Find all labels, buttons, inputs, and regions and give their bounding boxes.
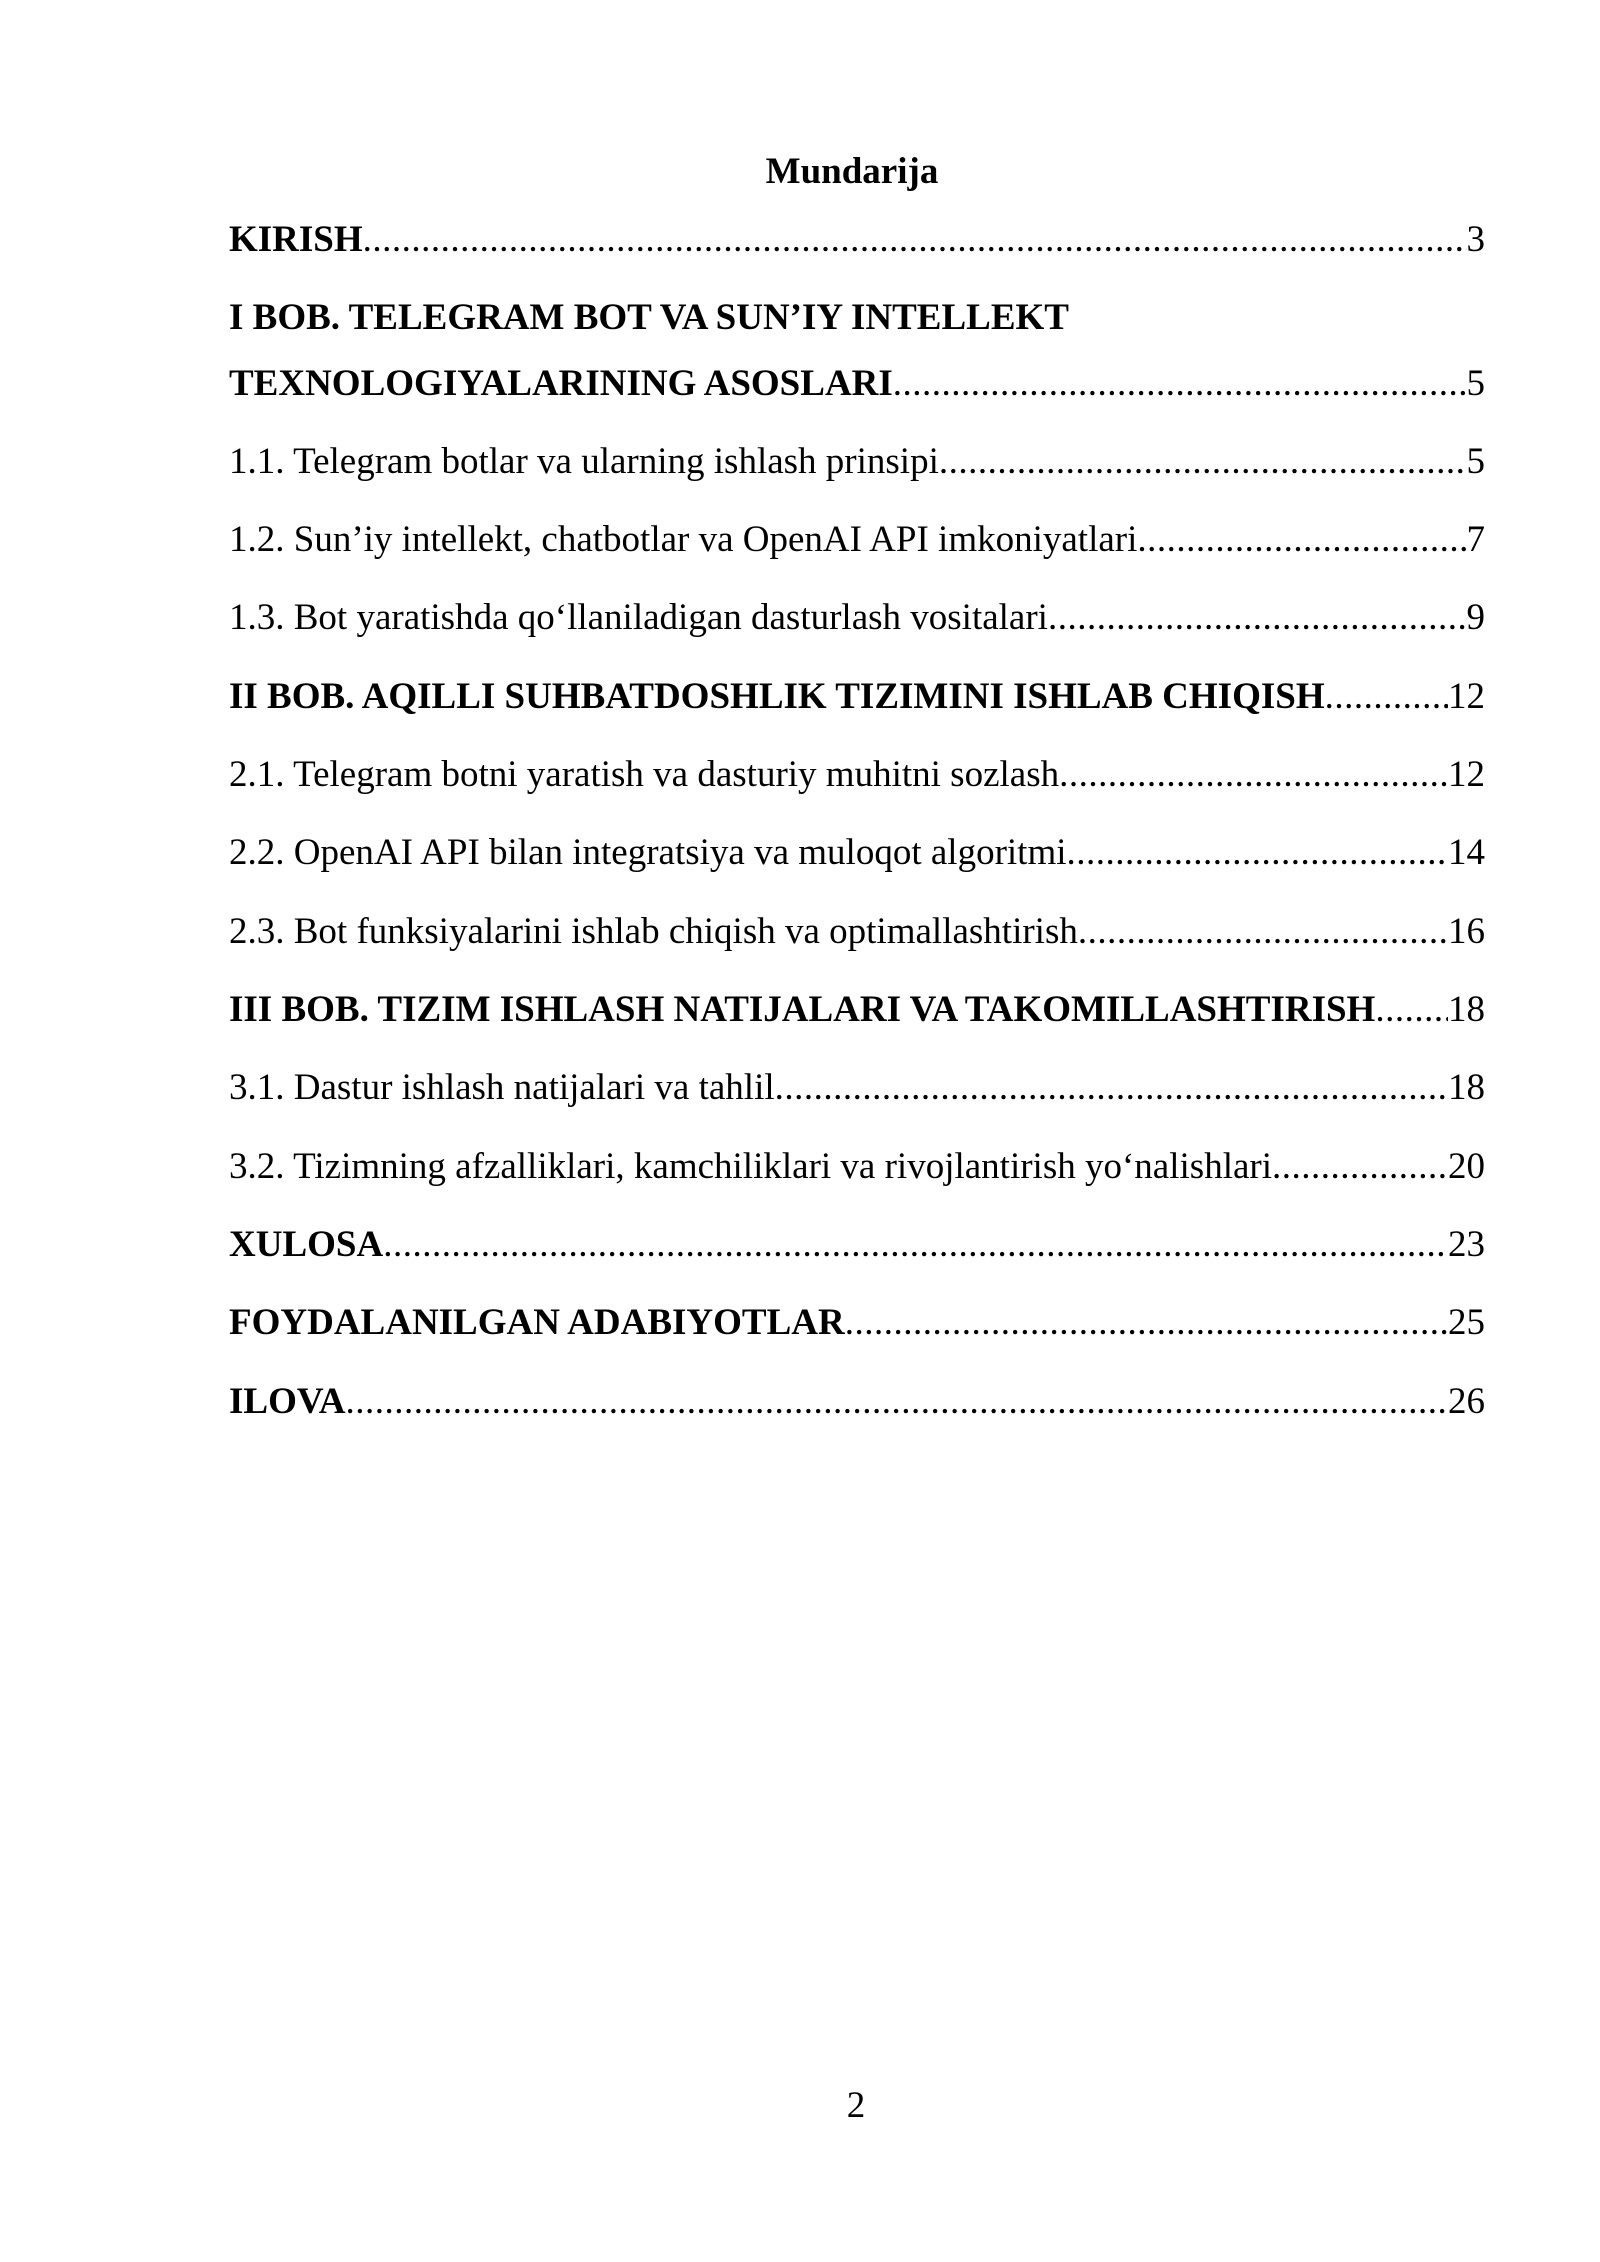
toc-entry-ilova[interactable]: [229, 1380, 1485, 1424]
toc-entry-3-2[interactable]: [229, 1145, 1485, 1189]
leader-dots: [1078, 910, 1448, 954]
toc-entry-page: 9: [1466, 597, 1485, 638]
toc-entry-page: 5: [1466, 363, 1485, 404]
toc-entry-adabiyotlar[interactable]: [229, 1301, 1485, 1345]
toc-entry-chapter-3[interactable]: [229, 988, 1485, 1032]
toc-entry-label: KIRISH: [229, 219, 363, 260]
leader-dots: [1375, 988, 1448, 1032]
toc-entry-1-1[interactable]: [229, 440, 1485, 484]
leader-dots: [845, 1301, 1448, 1345]
toc-entry-1-2[interactable]: [229, 518, 1485, 562]
toc-entry-page: 12: [1448, 754, 1485, 795]
toc-entry-3-1[interactable]: [229, 1066, 1485, 1110]
toc-entry-page: 14: [1448, 832, 1485, 873]
toc-heading: Mundarija: [765, 151, 939, 192]
toc-entry-kirish[interactable]: [229, 218, 1485, 262]
toc-entry-label: 1.3. Bot yaratishda qo‘llaniladigan dasturlash vositalari: [229, 597, 1048, 638]
toc-entry-2-1[interactable]: [229, 753, 1485, 797]
toc-entry-label: 2.2. OpenAI API bilan integratsiya va muloqot algoritmi: [229, 832, 1067, 873]
leader-dots: [1059, 753, 1448, 797]
leader-dots: [775, 1066, 1448, 1110]
toc-entry-page: 7: [1466, 519, 1485, 560]
toc-entry-label: TEXNOLOGIYALARINING ASOSLARI: [229, 363, 893, 404]
leader-dots: [893, 362, 1467, 406]
toc-entry-page: 25: [1448, 1302, 1485, 1343]
toc-entry-label: ILOVA: [229, 1381, 346, 1422]
toc-entry-page: 23: [1448, 1224, 1485, 1265]
toc-entry-page: 3: [1466, 219, 1485, 260]
page-number: 2: [846, 2085, 866, 2126]
leader-dots: [1137, 518, 1466, 562]
toc-entry-label: 2.3. Bot funksiyalarini ishlab chiqish va optimallashtirish: [229, 911, 1078, 952]
toc-entry-label: 3.2. Tizimning afzalliklari, kamchiliklari va rivojlantirish yo‘nalishlari: [229, 1146, 1272, 1187]
toc-entry-xulosa[interactable]: [229, 1223, 1485, 1267]
leader-dots: [1067, 831, 1448, 875]
toc-entry-label: 2.1. Telegram botni yaratish va dasturiy muhitni sozlash: [229, 754, 1060, 795]
toc-entry-label: FOYDALANILGAN ADABIYOTLAR: [229, 1302, 845, 1343]
toc-entry-page: 18: [1448, 989, 1485, 1030]
toc-entry-page: 5: [1466, 441, 1485, 482]
toc-entry-chapter-2[interactable]: [229, 675, 1485, 719]
toc-entry-2-3[interactable]: [229, 910, 1485, 954]
toc-entry-label-line1: I BOB. TELEGRAM BOT VA SUN’IY INTELLEKT: [229, 297, 1069, 338]
toc-entry-label: 3.1. Dastur ishlash natijalari va tahlil: [229, 1067, 775, 1108]
toc-entry-1-3[interactable]: [229, 596, 1485, 640]
leader-dots: [363, 218, 1467, 262]
toc-entry-label: II BOB. AQILLI SUHBATDOSHLIK TIZIMINI ISHLAB CHIQISH: [229, 676, 1325, 717]
toc-entry-page: 12: [1448, 676, 1485, 717]
toc-entry-page: 16: [1448, 911, 1485, 952]
leader-dots: [1325, 675, 1448, 719]
toc-entry-page: 26: [1448, 1381, 1485, 1422]
leader-dots: [939, 440, 1467, 484]
toc-entry-page: 18: [1448, 1067, 1485, 1108]
toc-entry-label: 1.1. Telegram botlar va ularning ishlash prinsipi: [229, 441, 939, 482]
toc-entry-label: III BOB. TIZIM ISHLASH NATIJALARI VA TAKOMILLASHTIRISH: [229, 989, 1376, 1030]
toc-entry-label: XULOSA: [229, 1224, 384, 1265]
leader-dots: [1048, 596, 1467, 640]
toc-entry-label: 1.2. Sun’iy intellekt, chatbotlar va OpenAI API imkoniyatlari: [229, 519, 1138, 560]
leader-dots: [383, 1223, 1448, 1267]
toc-entry-page: 20: [1448, 1146, 1485, 1187]
toc-entry-chapter-1[interactable]: [229, 296, 1485, 406]
leader-dots: [346, 1380, 1448, 1424]
leader-dots: [1272, 1145, 1448, 1189]
toc-entry-2-2[interactable]: [229, 831, 1485, 875]
